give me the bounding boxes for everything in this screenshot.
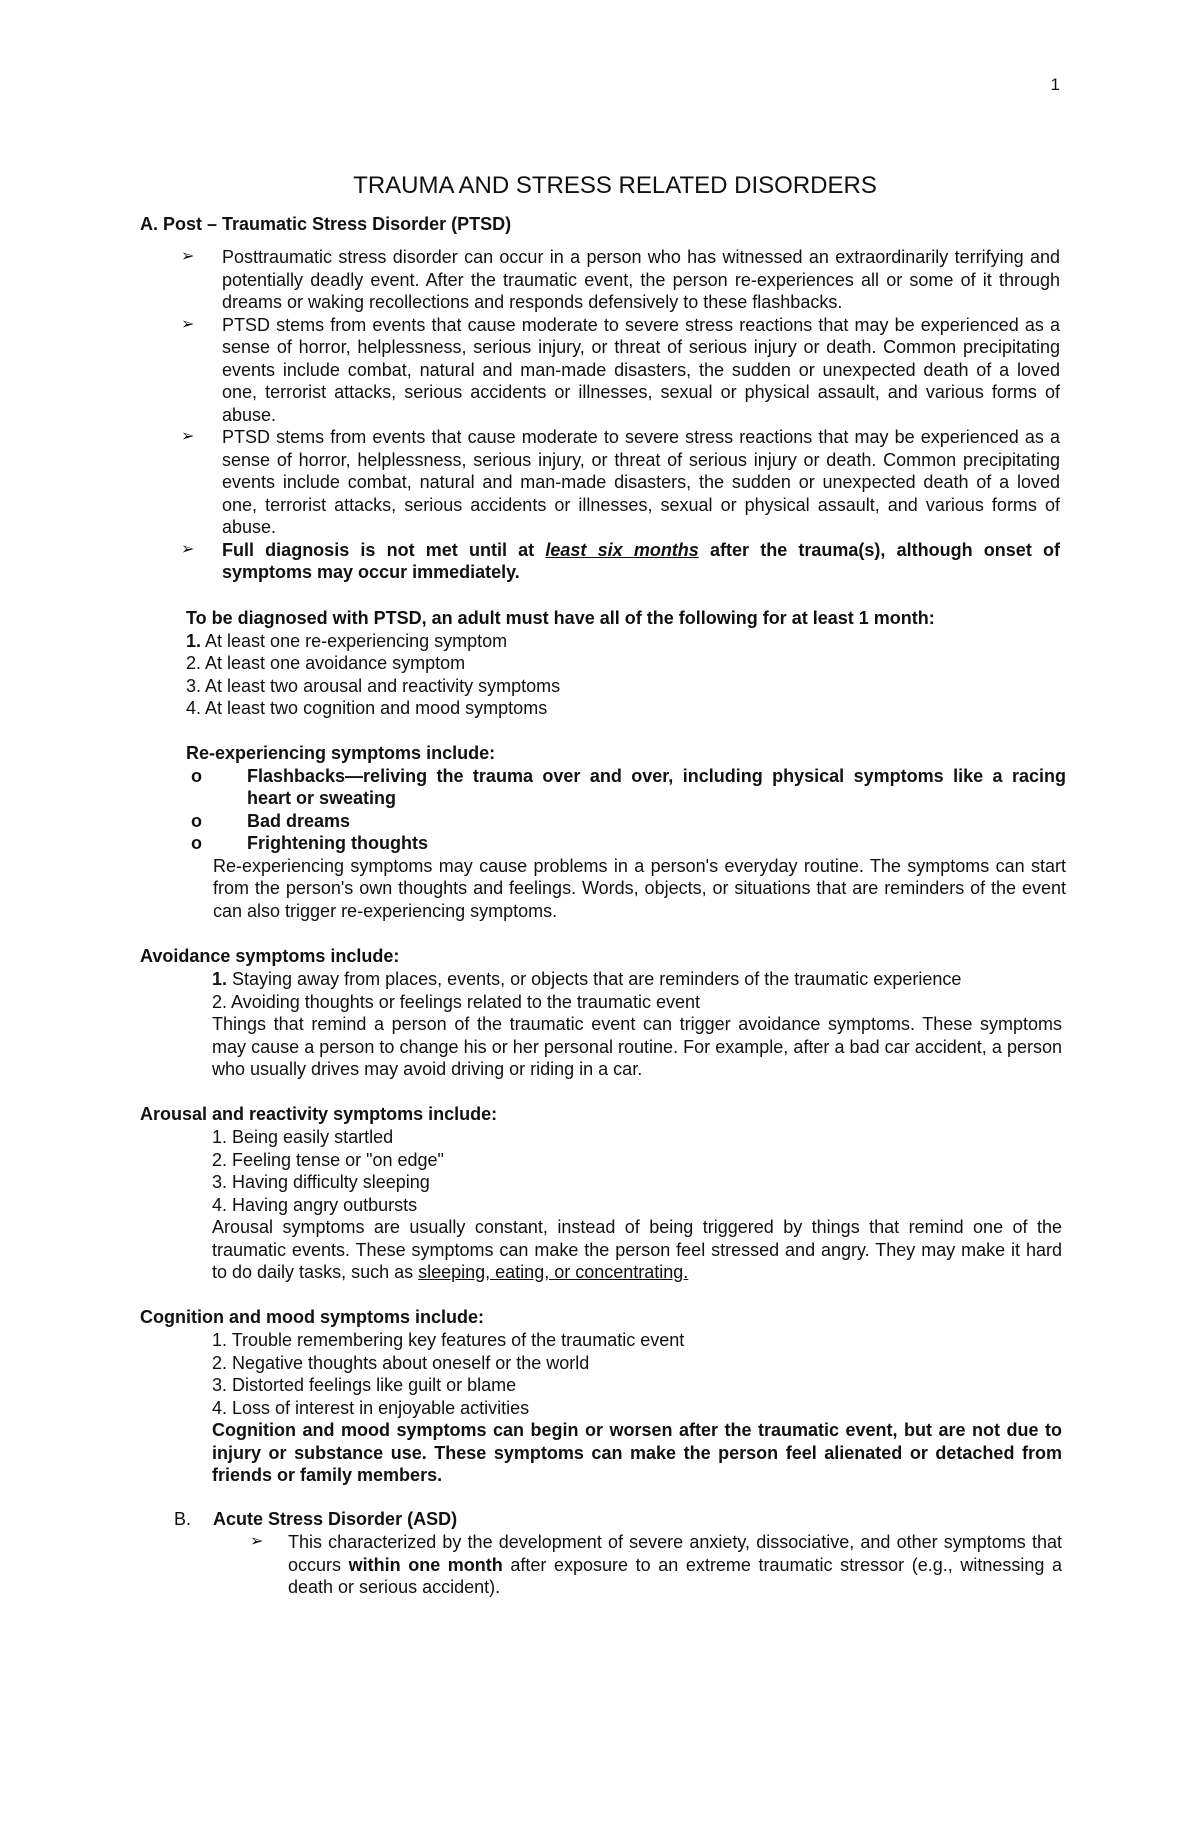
hollow-circle-bullet-icon: o: [191, 833, 202, 853]
criteria-item: 2. At least one avoidance symptom: [186, 653, 466, 673]
bullet-text: Posttraumatic stress disorder can occur in a person who has witnessed an extraordinarily terrifying and potentially deadly event. After the traumatic event, the person re-experiences all or some of it through dreams or waking recollections and responds defensively to these flashbacks.: [222, 247, 1060, 312]
page-number: 1: [1050, 75, 1060, 94]
list-item: 4. Having angry outbursts: [212, 1194, 418, 1215]
section-a-heading: A. Post – Traumatic Stress Disorder (PTSD): [140, 214, 512, 234]
arrowhead-bullet-icon: ➢: [181, 315, 195, 333]
section-b-letter: B.: [174, 1509, 192, 1529]
bold-duration: within one month: [348, 1554, 503, 1575]
section-a-bullets: [177, 246, 1060, 584]
arrowhead-bullet-icon: ➢: [250, 1533, 264, 1550]
reexperiencing-paragraph: Re-experiencing symptoms may cause problems in a person's everyday routine. The symptoms can start from the person's own thoughts and feelings. Words, objects, or situations that are reminders of the event can also trigger re-experiencing symptoms.: [213, 855, 1066, 921]
list-item: 1. Staying away from places, events, or objects that are reminders of the traumatic experience: [212, 969, 962, 989]
criteria-block: [186, 607, 1066, 720]
cognition-block: [212, 1329, 1062, 1487]
bullet-item: ➢ This characterized by the development of severe anxiety, dissociative, and other symptoms that occurs within one month after exposure to an extreme traumatic stressor (e.g., witnessing a death or serious accident).: [250, 1532, 1062, 1597]
bullet-text: PTSD stems from events that cause moderate to severe stress reactions that may be experienced as a sense of horror, helplessness, serious injury, or threat of serious injury or death. Common precipitating events include combat, natural and man-made disasters, the sudden or unexpected death of a loved one, terrorist attacks, serious accidents or illnesses, sexual or physical assault, and various forms of abuse.: [222, 427, 1060, 537]
list-item: 4. Loss of interest in enjoyable activities: [212, 1397, 530, 1418]
avoidance-heading: Avoidance symptoms include:: [140, 946, 400, 966]
list-item: o Flashbacks—reliving the trauma over and over, including physical symptoms like a racing heart or sweating: [191, 765, 1066, 808]
hollow-circle-bullet-icon: o: [191, 765, 202, 786]
emphasized-duration: least six months: [545, 539, 699, 560]
list-item: 1. Trouble remembering key features of the traumatic event: [212, 1330, 685, 1350]
list-item: 2. Feeling tense or "on edge": [212, 1149, 444, 1170]
criteria-item: 4. At least two cognition and mood symptoms: [186, 698, 548, 718]
section-b-title: Acute Stress Disorder (ASD): [213, 1509, 458, 1529]
section-b-bullets: [246, 1531, 1062, 1599]
reexperiencing-block: [186, 742, 1066, 922]
criteria-heading: To be diagnosed with PTSD, an adult must have all of the following for at least 1 month:: [186, 608, 935, 628]
arousal-heading: Arousal and reactivity symptoms include:: [140, 1104, 498, 1124]
document-title: TRAUMA AND STRESS RELATED DISORDERS: [353, 172, 877, 199]
avoidance-paragraph: Things that remind a person of the traumatic event can trigger avoidance symptoms. These symptoms may cause a person to change his or her personal routine. For example, after a bad car accident, a person who usually drives may avoid driving or riding in a car.: [212, 1014, 1062, 1079]
bullet-text: PTSD stems from events that cause moderate to severe stress reactions that may be experienced as a sense of horror, helplessness, serious injury, or threat of serious injury or death. Common precipitating events include combat, natural and man-made disasters, the sudden or unexpected death of a loved one, terrorist attacks, serious accidents or illnesses, sexual or physical assault, and various forms of abuse.: [222, 314, 1060, 425]
arousal-block: [212, 1126, 1062, 1284]
arrowhead-bullet-icon: ➢: [181, 248, 195, 265]
list-item: 2. Avoiding thoughts or feelings related to the traumatic event: [212, 991, 700, 1012]
arrowhead-bullet-icon: ➢: [181, 428, 195, 445]
criteria-item: 1. At least one re-experiencing symptom: [186, 630, 508, 651]
bullet-text: Full diagnosis is not met until at: [222, 539, 546, 560]
list-item: o Bad dreams: [191, 810, 351, 831]
list-item: 3. Having difficulty sleeping: [212, 1172, 430, 1192]
list-item: o Frightening thoughts: [191, 833, 428, 853]
underlined-tasks: sleeping, eating, or concentrating.: [418, 1262, 689, 1282]
criteria-item: 3. At least two arousal and reactivity symptoms: [186, 675, 561, 696]
avoidance-block: [212, 968, 1062, 1081]
reexperiencing-heading: Re-experiencing symptoms include:: [186, 743, 496, 763]
bullet-item: [177, 426, 1060, 539]
hollow-circle-bullet-icon: o: [191, 810, 202, 831]
cognition-heading: Cognition and mood symptoms include:: [140, 1307, 484, 1327]
arrowhead-bullet-icon: ➢: [181, 540, 195, 558]
list-item: 1. Being easily startled: [212, 1127, 394, 1147]
section-b-heading: [174, 1508, 458, 1531]
bullet-item: [177, 314, 1060, 427]
bullet-item: [177, 246, 1060, 314]
cognition-paragraph: Cognition and mood symptoms can begin or worsen after the traumatic event, but are not due to injury or substance use. These symptoms can make the person feel alienated or detached from friends or family members.: [212, 1420, 1062, 1485]
list-item: 2. Negative thoughts about oneself or the world: [212, 1352, 590, 1373]
arousal-paragraph: Arousal symptoms are usually constant, instead of being triggered by things that remind one of the traumatic events. These symptoms can make the person feel stressed and angry. They may make it hard to do daily tasks, such as sleeping, eating, or concentrating.: [212, 1217, 1062, 1282]
bullet-text: after the trauma(s), although onset of symptoms may occur immediately.: [222, 539, 1060, 582]
bullet-item-diagnosis: [177, 539, 1060, 584]
list-item: 3. Distorted feelings like guilt or blame: [212, 1375, 517, 1395]
